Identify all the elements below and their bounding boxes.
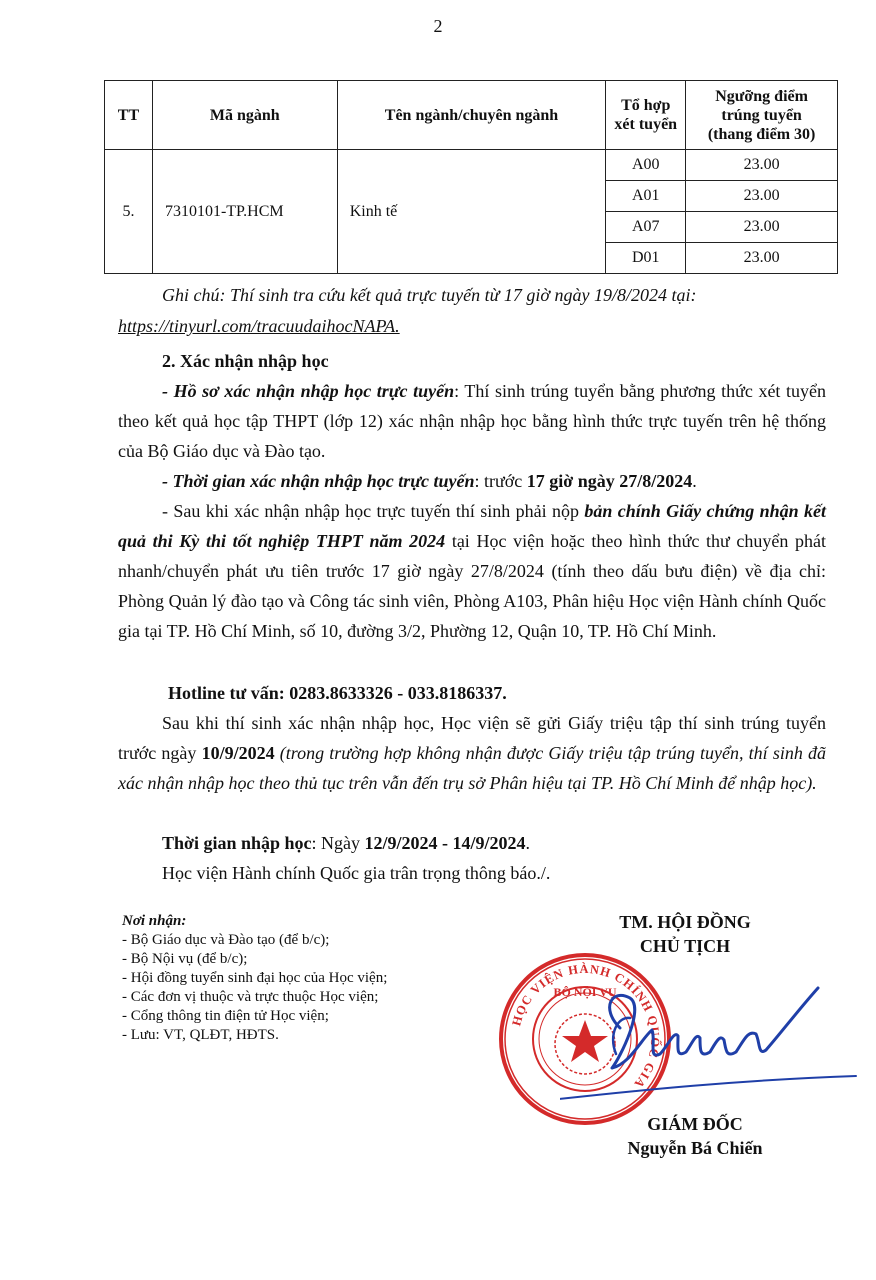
header-threshold-line2: trúng tuyển bbox=[721, 106, 802, 124]
cell-score: 23.00 bbox=[686, 181, 838, 212]
signatory-position: GIÁM ĐỐC bbox=[647, 1114, 743, 1134]
submission-certificate: bản chính Giấy chứng nhận kết quả thi Kỳ thi tốt nghiệp THPT năm 2024 bbox=[118, 501, 827, 551]
list-item: - Bộ Nội vụ (để b/c); bbox=[122, 951, 248, 967]
cell-combination: D01 bbox=[606, 243, 686, 274]
closing-paragraph: Học viện Hành chính Quốc gia trân trọng thông báo./. bbox=[162, 863, 551, 883]
summons-date: 10/9/2024 bbox=[201, 743, 275, 763]
enrollment-time-dates: 12/9/2024 - 14/9/2024 bbox=[364, 833, 526, 853]
header-threshold bbox=[686, 81, 838, 150]
signatory-line2: CHỦ TỊCH bbox=[639, 936, 731, 956]
handwritten-signature-icon bbox=[560, 968, 860, 1108]
section-heading: 2. Xác nhận nhập học bbox=[162, 351, 329, 371]
signatory-position-block bbox=[590, 1112, 800, 1160]
header-combination-line1: Tổ hợp bbox=[621, 97, 671, 114]
online-dossier-label: - Hồ sơ xác nhận nhập học trực tuyến bbox=[162, 381, 455, 401]
svg-text:BỘ NỘI VỤ: BỘ NỘI VỤ bbox=[553, 985, 617, 999]
svg-text:HỌC VIỆN HÀNH CHÍNH QUỐC GIA: HỌC VIỆN HÀNH CHÍNH QUỐC GIA bbox=[509, 961, 663, 1092]
header-major-code: Mã ngành bbox=[152, 81, 337, 150]
header-threshold-line3: (thang điểm 30) bbox=[707, 125, 816, 143]
cell-score: 23.00 bbox=[686, 150, 838, 181]
submission-start: - Sau khi xác nhận nhập học trực tuyến thí sinh phải nộp bbox=[162, 501, 585, 521]
enrollment-time-text: : Ngày bbox=[311, 833, 365, 853]
cell-score: 23.00 bbox=[686, 243, 838, 274]
enrollment-time-label: Thời gian nhập học bbox=[162, 833, 312, 853]
summons-start: Sau khi thí sinh xác nhận nhập học, Học viện sẽ gửi Giấy triệu tập thí sinh trúng tuyển trước ngày bbox=[118, 713, 826, 763]
cell-score: 23.00 bbox=[686, 212, 838, 243]
header-combination-line2: xét tuyển bbox=[614, 116, 678, 133]
list-item: - Bộ Giáo dục và Đào tạo (để b/c); bbox=[122, 932, 330, 948]
confirmation-deadline-paragraph bbox=[118, 466, 826, 496]
cell-major-name: Kinh tế bbox=[337, 150, 606, 274]
header-tt: TT bbox=[105, 81, 153, 150]
cell-combination: A00 bbox=[606, 150, 686, 181]
header-combination bbox=[606, 81, 686, 150]
list-item: - Các đơn vị thuộc và trực thuộc Học viện; bbox=[122, 989, 379, 1005]
summons-paragraph bbox=[118, 708, 826, 798]
submission-paragraph bbox=[118, 496, 826, 646]
online-dossier-paragraph bbox=[118, 376, 826, 466]
confirmation-deadline-text: : trước bbox=[474, 471, 527, 491]
table-row bbox=[105, 150, 838, 181]
signatory-name: Nguyễn Bá Chiến bbox=[627, 1138, 763, 1158]
hotline: Hotline tư vấn: 0283.8633326 - 033.8186337. bbox=[168, 683, 507, 703]
recipients-title: Nơi nhận: bbox=[122, 913, 187, 929]
note-link-line bbox=[118, 311, 826, 341]
list-item: - Lưu: VT, QLĐT, HĐTS. bbox=[122, 1027, 279, 1043]
table-header-row bbox=[105, 81, 838, 150]
cell-combination: A07 bbox=[606, 212, 686, 243]
confirmation-deadline-label: - Thời gian xác nhận nhập học trực tuyến bbox=[162, 471, 475, 491]
cell-combination: A01 bbox=[606, 181, 686, 212]
cell-major-code: 7310101-TP.HCM bbox=[152, 150, 337, 274]
confirmation-deadline-end: . bbox=[692, 471, 697, 491]
note-paragraph bbox=[118, 280, 826, 310]
admission-score-table bbox=[104, 80, 838, 274]
list-item: - Cổng thông tin điện tử Học viện; bbox=[122, 1008, 329, 1024]
recipients-block bbox=[122, 912, 387, 1045]
submission-end: tại Học viện hoặc theo hình thức thư chuyển phát nhanh/chuyển phát ưu tiên trước 17 giờ ngày 27/8/2024 (tính theo dấu bưu điện) về địa chỉ: Phòng Quản lý đào tạo và Công tác sinh viên, Phòng A103, Phân hiệu Học viện Hành chính Quốc gia tại TP. Hồ Chí Minh, số 10, đường 3/2, Phường 12, Quận 10, TP. Hồ Chí Minh. bbox=[118, 531, 826, 641]
confirmation-deadline-date: 17 giờ ngày 27/8/2024 bbox=[526, 471, 693, 491]
header-threshold-line1: Ngưỡng điểm bbox=[715, 87, 808, 105]
enrollment-time-end: . bbox=[525, 833, 531, 853]
page-number: 2 bbox=[433, 16, 443, 36]
list-item: - Hội đồng tuyển sinh đại học của Học viện; bbox=[122, 970, 388, 986]
note-text: Ghi chú: Thí sinh tra cứu kết quả trực tuyến từ 17 giờ ngày 19/8/2024 tại: bbox=[162, 285, 697, 305]
cell-tt: 5. bbox=[105, 150, 153, 274]
signatory-line1: TM. HỘI ĐỒNG bbox=[619, 912, 751, 932]
summons-note: (trong trường hợp không nhận được Giấy triệu tập trúng tuyển, thí sinh đã xác nhận nhập học theo thủ tục trên vẫn đến trụ sở Phân hiệu tại TP. Hồ Chí Minh để nhập học). bbox=[118, 743, 827, 793]
enrollment-time-paragraph bbox=[118, 828, 826, 858]
header-major-name: Tên ngành/chuyên ngành bbox=[337, 81, 606, 150]
online-dossier-text: : Thí sinh trúng tuyển bằng phương thức xét tuyển theo kết quả học tập THPT (lớp 12) xác nhận nhập học bằng hình thức trực tuyến trên hệ thống của Bộ Giáo dục và Đào tạo. bbox=[118, 381, 826, 461]
signatory-title bbox=[580, 910, 790, 958]
lookup-link[interactable]: https://tinyurl.com/tracuudaihocNAPA. bbox=[118, 316, 400, 336]
